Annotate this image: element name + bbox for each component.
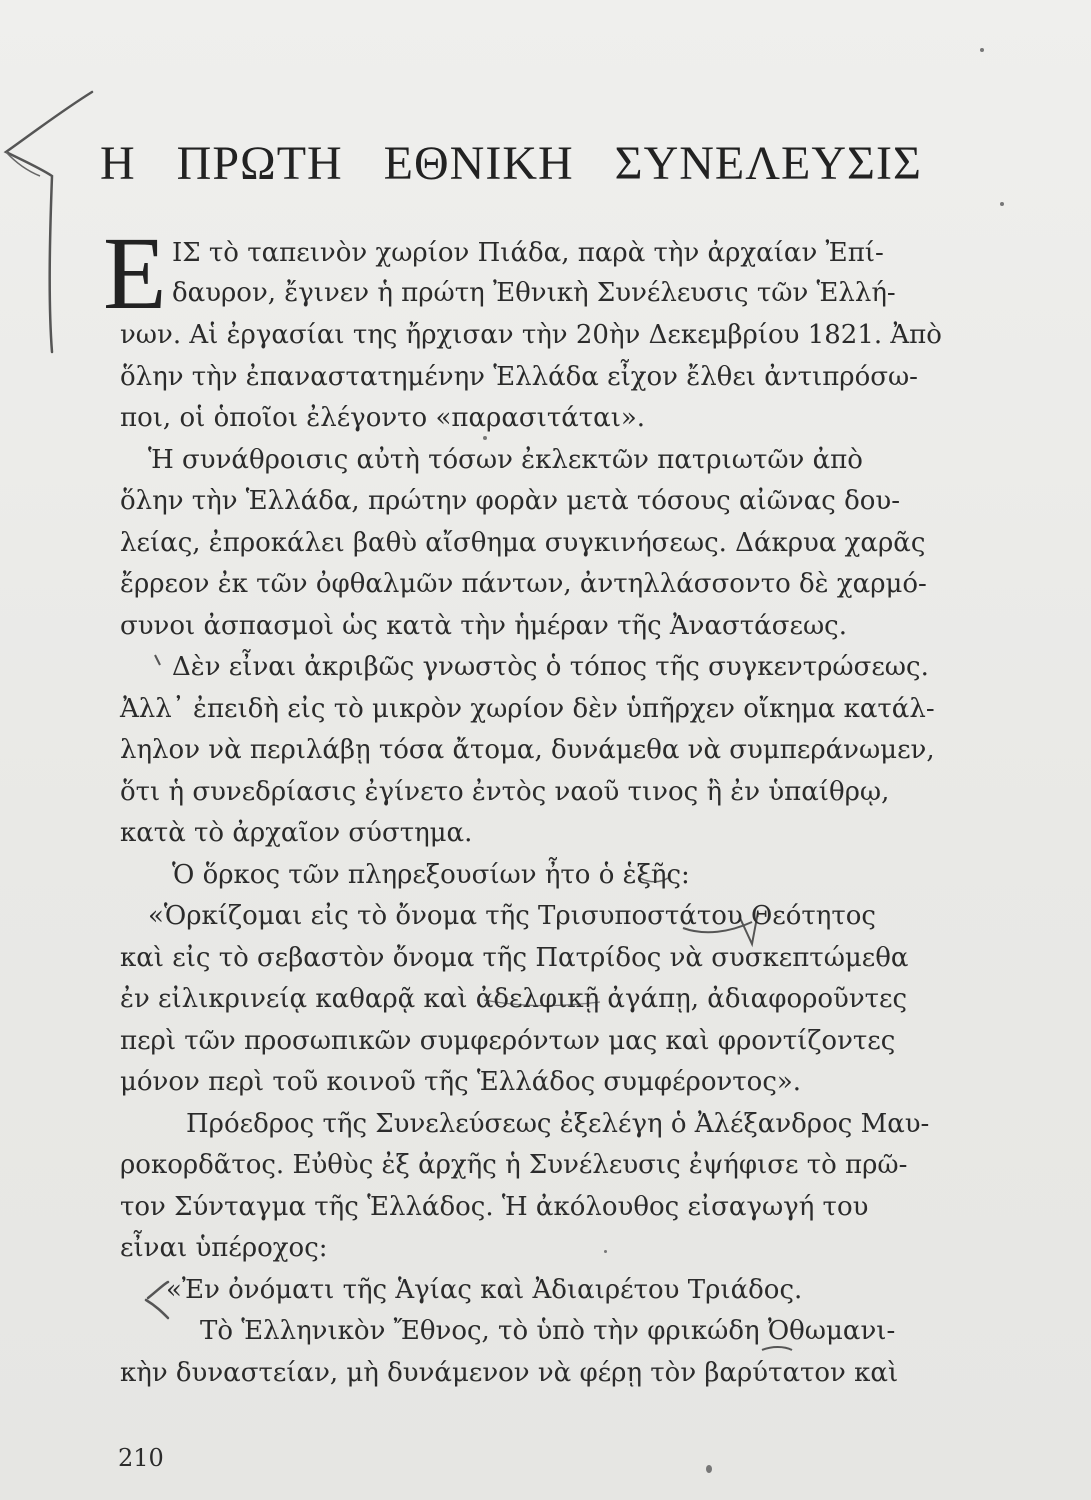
text-line: κατὰ τὸ ἀρχαῖον σύστημα.	[120, 818, 473, 848]
text-line: ΙΣ τὸ ταπεινὸν χωρίον Πιάδα, παρὰ τὴν ἀρχαίαν Ἐπί-	[172, 238, 884, 268]
text-line: ὅλην τὴν Ἑλλάδα, πρώτην φορὰν μετὰ τόσους αἰῶνας δου-	[120, 486, 900, 516]
text-line: Τὸ Ἑλληνικὸν Ἔθνος, τὸ ὑπὸ τὴν φρικώδη Ὀθωμανι-	[200, 1316, 896, 1346]
text-line: καὶ εἰς τὸ σεβαστὸν ὄνομα τῆς Πατρίδος νὰ συσκεπτώμεθα	[120, 943, 909, 973]
page-number: 210	[118, 1444, 164, 1472]
drop-cap: Ε	[103, 216, 167, 331]
paper-speck	[604, 1250, 607, 1253]
text-line: τον Σύνταγμα τῆς Ἑλλάδος. Ἡ ἀκόλουθος εἰσαγωγή του	[120, 1192, 869, 1222]
text-line: ἔρρεον ἐκ τῶν ὀφθαλμῶν πάντων, ἀντηλλάσσοντο δὲ χαρμό-	[120, 569, 927, 599]
text-line: δαυρον, ἔγινεν ἡ πρώτη Ἐθνικὴ Συνέλευσις τῶν Ἑλλή-	[172, 278, 896, 308]
chapter-title: Η ΠΡΩΤΗ ΕΘΝΙΚΗ ΣΥΝΕΛΕΥΣΙΣ	[100, 137, 922, 190]
text-line: Δὲν εἶναι ἀκριβῶς γνωστὸς ὁ τόπος τῆς συγκεντρώσεως.	[172, 652, 929, 682]
text-line: «Ὁρκίζομαι εἰς τὸ ὄνομα τῆς Τρισυποστάτου Θεότητος	[148, 901, 876, 931]
text-line: ποι, οἱ ὁποῖοι ἐλέγοντο «παρασιτάται».	[120, 403, 646, 433]
paper-speck	[483, 436, 487, 440]
text-line: κὴν δυναστείαν, μὴ δυνάμενον νὰ φέρῃ τὸν βαρύτατον καὶ	[120, 1358, 899, 1388]
text-line: Ἀλλ᾽ ἐπειδὴ εἰς τὸ μικρὸν χωρίον δὲν ὑπῆρχεν οἴκημα κατάλ-	[120, 694, 935, 724]
text-line: Ὁ ὅρκος τῶν πληρεξουσίων ἦτο ὁ ἑξῆς:	[172, 860, 690, 890]
text-line: ὅλην τὴν ἐπαναστατημένην Ἑλλάδα εἶχον ἔλθει ἀντιπρόσω-	[120, 362, 918, 392]
text-line: ἐν εἰλικρινείᾳ καθαρᾷ καὶ ἀδελφικῇ ἀγάπῃ, ἀδιαφοροῦντες	[120, 984, 908, 1014]
text-line: συνοι ἀσπασμοὶ ὡς κατὰ τὴν ἡμέραν τῆς Ἀναστάσεως.	[120, 611, 847, 641]
text-line: εἶναι ὑπέροχος:	[120, 1233, 328, 1263]
text-line: «Ἐν ὀνόματι τῆς Ἁγίας καὶ Ἀδιαιρέτου Τριάδος.	[166, 1275, 803, 1305]
text-line: λείας, ἐπροκάλει βαθὺ αἴσθημα συγκινήσεως. Δάκρυα χαρᾶς	[120, 528, 926, 558]
text-line: ληλον νὰ περιλάβῃ τόσα ἄτομα, δυνάμεθα νὰ συμπεράνωμεν,	[120, 735, 935, 765]
text-line: περὶ τῶν προσωπικῶν συμφερόντων μας καὶ φροντίζοντες	[120, 1026, 896, 1056]
text-line: Ἡ συνάθροισις αὐτὴ τόσων ἐκλεκτῶν πατριωτῶν ἀπὸ	[148, 445, 863, 475]
text-line: Πρόεδρος τῆς Συνελεύσεως ἐξελέγη ὁ Ἀλέξανδρος Μαυ-	[186, 1109, 930, 1139]
paper-speck	[980, 48, 984, 52]
paper-speck	[706, 1465, 712, 1473]
paper-speck	[1000, 202, 1004, 206]
text-line: ροκορδᾶτος. Εὐθὺς ἐξ ἀρχῆς ἡ Συνέλευσις ἐψήφισε τὸ πρῶ-	[120, 1150, 908, 1180]
text-line: μόνον περὶ τοῦ κοινοῦ τῆς Ἑλλάδος συμφέροντος».	[120, 1067, 802, 1097]
text-line: νων. Αἱ ἐργασίαι της ἤρχισαν τὴν 20ὴν Δεκεμβρίου 1821. Ἀπὸ	[120, 320, 942, 350]
text-line: ὅτι ἡ συνεδρίασις ἐγίνετο ἐντὸς ναοῦ τινος ἢ ἐν ὑπαίθρῳ,	[120, 777, 890, 807]
